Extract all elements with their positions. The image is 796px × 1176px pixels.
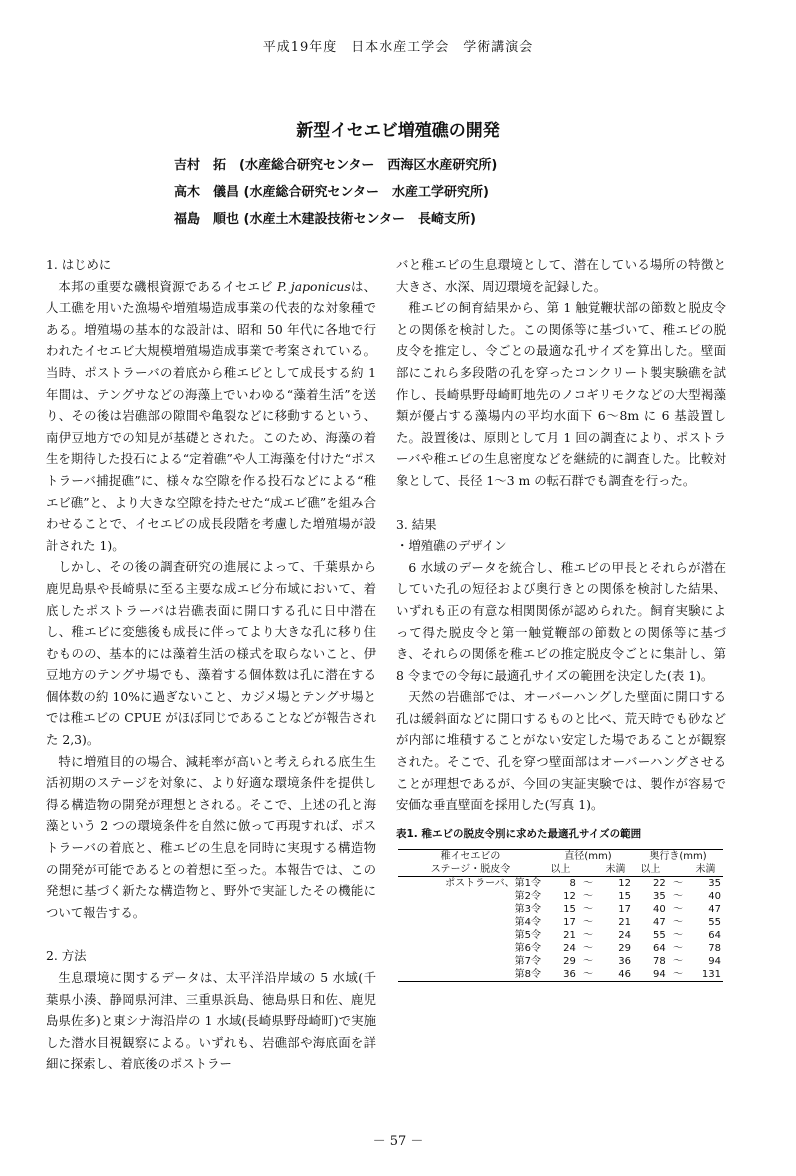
intro-1-text-a: 本邦の重要な磯根資源であるイセエビ (58, 278, 277, 294)
stage-cell: 第3令 (514, 904, 541, 916)
stage-cell: ポストラーバ、第1令 (445, 878, 541, 890)
table-header-row-1 (398, 850, 723, 864)
depth-min-cell: 94 (633, 968, 668, 982)
left-column (46, 254, 376, 1075)
diameter-min-cell: 21 (563, 930, 576, 942)
tilde-cell: 〜 (582, 956, 593, 968)
paragraph-intro-2: しかし、その後の調査研究の進展によって、千葉県から鹿児島県や長崎県に至る主要な成エビ分布域において、着底したポストラーバは岩礁表面に開口する孔に日中潜在し、稚エビに変態後も成長に伴ってより大きな孔に移り住むものの、基本的には藻着生活の様式を取らないこと、伊豆地方のテングサ場でも、藻着する個体数は孔に潜在する個体数の約 10%に過ぎないこと、カジメ場とテングサ場とでは稚エビの CPUE がほぼ同じであることなどが報告された 2,3)。 (46, 559, 376, 748)
section-heading-methods: 2. 方法 (46, 948, 87, 964)
section-heading-intro: 1. はじめに (46, 257, 112, 272)
diameter-max-cell: 12 (618, 878, 631, 890)
tilde-cell: 〜 (582, 904, 593, 916)
diameter-min-cell: 12 (563, 891, 576, 903)
tilde-cell: 〜 (582, 943, 593, 955)
tilde-cell: 〜 (578, 968, 598, 982)
diameter-min-cell: 15 (563, 904, 576, 916)
subheading-reef-design: ・増殖礁のデザイン (396, 538, 507, 554)
intro-1-text-b: は、人工礁を用いた漁場や増殖場造成事業の代表的な対象種である。増殖場の基本的な設計は、昭和 50 年代に各地で行われたイセエビ大規模増殖場造成事業で考案されている。当時、ポストラーバの着底から稚エビとして成長する約 1 年間は、テングサなどの海藻上でいわゆる“藻着生活”を送り、その後は岩礁部の隙間や亀裂などに移動するという、南伊豆地方での知見が基礎とされた。このため、海藻の着生を期待した投石による“定着礁”や人工海藻を付けた“ポストラーバ捕捉礁”に、様々な空隙を作る投石などによる“稚エビ礁”と、より大きな空隙を持たせた“成エビ礁”を組み合わせることで、イセエビの成長段階を考慮した増殖場が設計された 1)。 (46, 278, 376, 553)
tilde-cell: 〜 (582, 930, 593, 942)
table-row (398, 942, 723, 955)
paragraph-methods-1-cont: バと稚エビの生息環境として、潜在している場所の特徴と大きさ、水深、周辺環境を記録した。 (396, 257, 726, 294)
tilde-cell: 〜 (672, 917, 683, 929)
header-diam-ge: 以上 (543, 863, 578, 877)
depth-min-cell: 47 (653, 917, 666, 929)
paper-title: 新型イセエビ増殖礁の開発 (296, 121, 500, 141)
paragraph-results-2: 天然の岩礁部では、オーバーハングした壁面に開口する孔は緩斜面などに開口するものと比べ、荒天時でも砂などが内部に堆積することがない安定した場であることが観察された。そこで、孔を穿つ壁面部はオーバーハングさせることが理想であるが、今回の実証実験では、製作が容易で安価な垂直壁面を採用した(写真 1)。 (396, 689, 726, 813)
tilde-cell: 〜 (672, 878, 683, 890)
depth-min-cell: 40 (653, 904, 666, 916)
header-diameter: 直径(mm) (543, 850, 633, 864)
table-row (398, 968, 723, 982)
stage-cell: 第5令 (514, 930, 541, 942)
conference-header: 平成19年度 日本水産工学会 学術講演会 (262, 40, 534, 55)
table-header-row-2 (398, 863, 723, 877)
diameter-max-cell: 36 (618, 956, 631, 968)
paragraph-methods-2: 稚エビの飼育結果から、第 1 触覚鞭状部の節数と脱皮令との関係を検討した。この関係等に基づいて、稚エビの脱皮令を推定し、令ごとの最適な孔サイズを算出した。壁面部にこれら多段階の孔を穿ったコンクリート製実験礁を試作し、長崎県野母崎町地先のノコギリモクなどの大型褐藻類が優占する藻場内の平均水面下 6〜8m に 6 基設置した。設置後は、原則として月 1 回の調査により、ポストラーバや稚エビの生息密度などを継続的に調査した。比較対象として、長径 1〜3 m の転石群でも調査を行った。 (396, 300, 726, 488)
paragraph-methods-1: 生息環境に関するデータは、太平洋沿岸域の 5 水域(千葉県小湊、静岡県河津、三重県浜島、徳島県日和佐、鹿児島県佐多)と東シナ海沿岸の 1 水域(長崎県野母崎町)で実施した潜水目視観察による。いずれも、岩礁部や海底面を詳細に探索し、着底後のポストラー (46, 970, 376, 1072)
author-2: 高木 儀昌 (水産総合研究センター 水産工学研究所) (174, 185, 489, 200)
depth-max-cell: 35 (708, 878, 721, 890)
header-stage-1: 稚イセエビの (398, 850, 543, 864)
depth-max-cell: 40 (708, 891, 721, 903)
stage-cell: 第2令 (514, 891, 541, 903)
diameter-max-cell: 24 (618, 930, 631, 942)
paragraph-intro-3: 特に増殖目的の場合、減耗率が高いと考えられる底生生活初期のステージを対象に、より好適な環境条件を提供し得る構造物の開発が理想とされる。そこで、上述の孔と海藻という 2 つの環境条件を自然に倣って再現すれば、ポストラーバの着底と、稚エビの生息を同時に実現する構造物の開発が可能であるとの着想に至った。本報告では、この発想に基づく新たな構造物と、野外で実証したその機能について報告する。 (46, 753, 376, 920)
species-name: P. japonicus (276, 278, 351, 294)
diameter-min-cell: 8 (569, 878, 576, 890)
hole-size-table (398, 849, 723, 982)
header-depth-lt: 未満 (688, 863, 723, 877)
table-caption: 表1. 稚エビの脱皮令別に求めた最適孔サイズの範囲 (396, 827, 642, 840)
tilde-cell: 〜 (668, 968, 688, 982)
table-row (398, 903, 723, 916)
stage-cell: 第4令 (514, 917, 541, 929)
diameter-max-cell: 17 (618, 904, 631, 916)
header-depth-ge: 以上 (633, 863, 668, 877)
table-row (398, 916, 723, 929)
diameter-min-cell: 36 (543, 968, 578, 982)
depth-max-cell: 78 (708, 943, 721, 955)
table-row (398, 877, 723, 891)
diameter-max-cell: 21 (618, 917, 631, 929)
author-3: 福島 順也 (水産土木建設技術センター 長崎支所) (174, 212, 476, 227)
table-row (398, 955, 723, 968)
stage-cell: 第6令 (514, 943, 541, 955)
diameter-max-cell: 29 (618, 943, 631, 955)
diameter-min-cell: 17 (563, 917, 576, 929)
tilde-cell: 〜 (582, 891, 593, 903)
diameter-max-cell: 46 (598, 968, 633, 982)
tilde-cell: 〜 (672, 943, 683, 955)
tilde-cell: 〜 (672, 891, 683, 903)
depth-max-cell: 64 (708, 930, 721, 942)
diameter-max-cell: 15 (618, 891, 631, 903)
header-stage-2: ステージ・脱皮令 (398, 863, 543, 877)
tilde-cell: 〜 (672, 904, 683, 916)
tilde-cell: 〜 (582, 878, 593, 890)
diameter-min-cell: 29 (563, 956, 576, 968)
depth-max-cell: 94 (708, 956, 721, 968)
diameter-min-cell: 24 (563, 943, 576, 955)
page-number: － 57 － (372, 1134, 424, 1149)
depth-min-cell: 55 (653, 930, 666, 942)
stage-cell: 第8令 (398, 968, 543, 982)
header-diam-lt: 未満 (598, 863, 633, 877)
depth-min-cell: 35 (653, 891, 666, 903)
depth-max-cell: 131 (688, 968, 723, 982)
table-row (398, 929, 723, 942)
author-list (174, 152, 497, 233)
header-depth: 奥行き(mm) (633, 850, 723, 864)
depth-max-cell: 55 (708, 917, 721, 929)
author-1: 吉村 拓 (水産総合研究センター 西海区水産研究所) (174, 158, 498, 173)
depth-max-cell: 47 (708, 904, 721, 916)
depth-min-cell: 64 (653, 943, 666, 955)
paragraph-results-1: 6 水域のデータを統合し、稚エビの甲長とそれらが潜在していた孔の短径および奥行きとの関係を検討した結果、いずれも正の有意な相関関係が認められた。飼育実験によって得た脱皮令と第一触覚鞭部の節数との関係等に基づき、それらの関係を稚エビの推定脱皮令ごとに集計し、第 8 令までの令毎に最適孔サイズの範囲を決定した(表 1)。 (396, 559, 726, 683)
table-row (398, 890, 723, 903)
depth-min-cell: 22 (653, 878, 666, 890)
paragraph-intro-1 (46, 276, 376, 557)
right-column (396, 254, 726, 982)
tilde-cell: 〜 (672, 930, 683, 942)
tilde-cell: 〜 (672, 956, 683, 968)
stage-cell: 第7令 (514, 956, 541, 968)
section-heading-results: 3. 結果 (396, 516, 437, 532)
tilde-cell: 〜 (582, 917, 593, 929)
depth-min-cell: 78 (653, 956, 666, 968)
